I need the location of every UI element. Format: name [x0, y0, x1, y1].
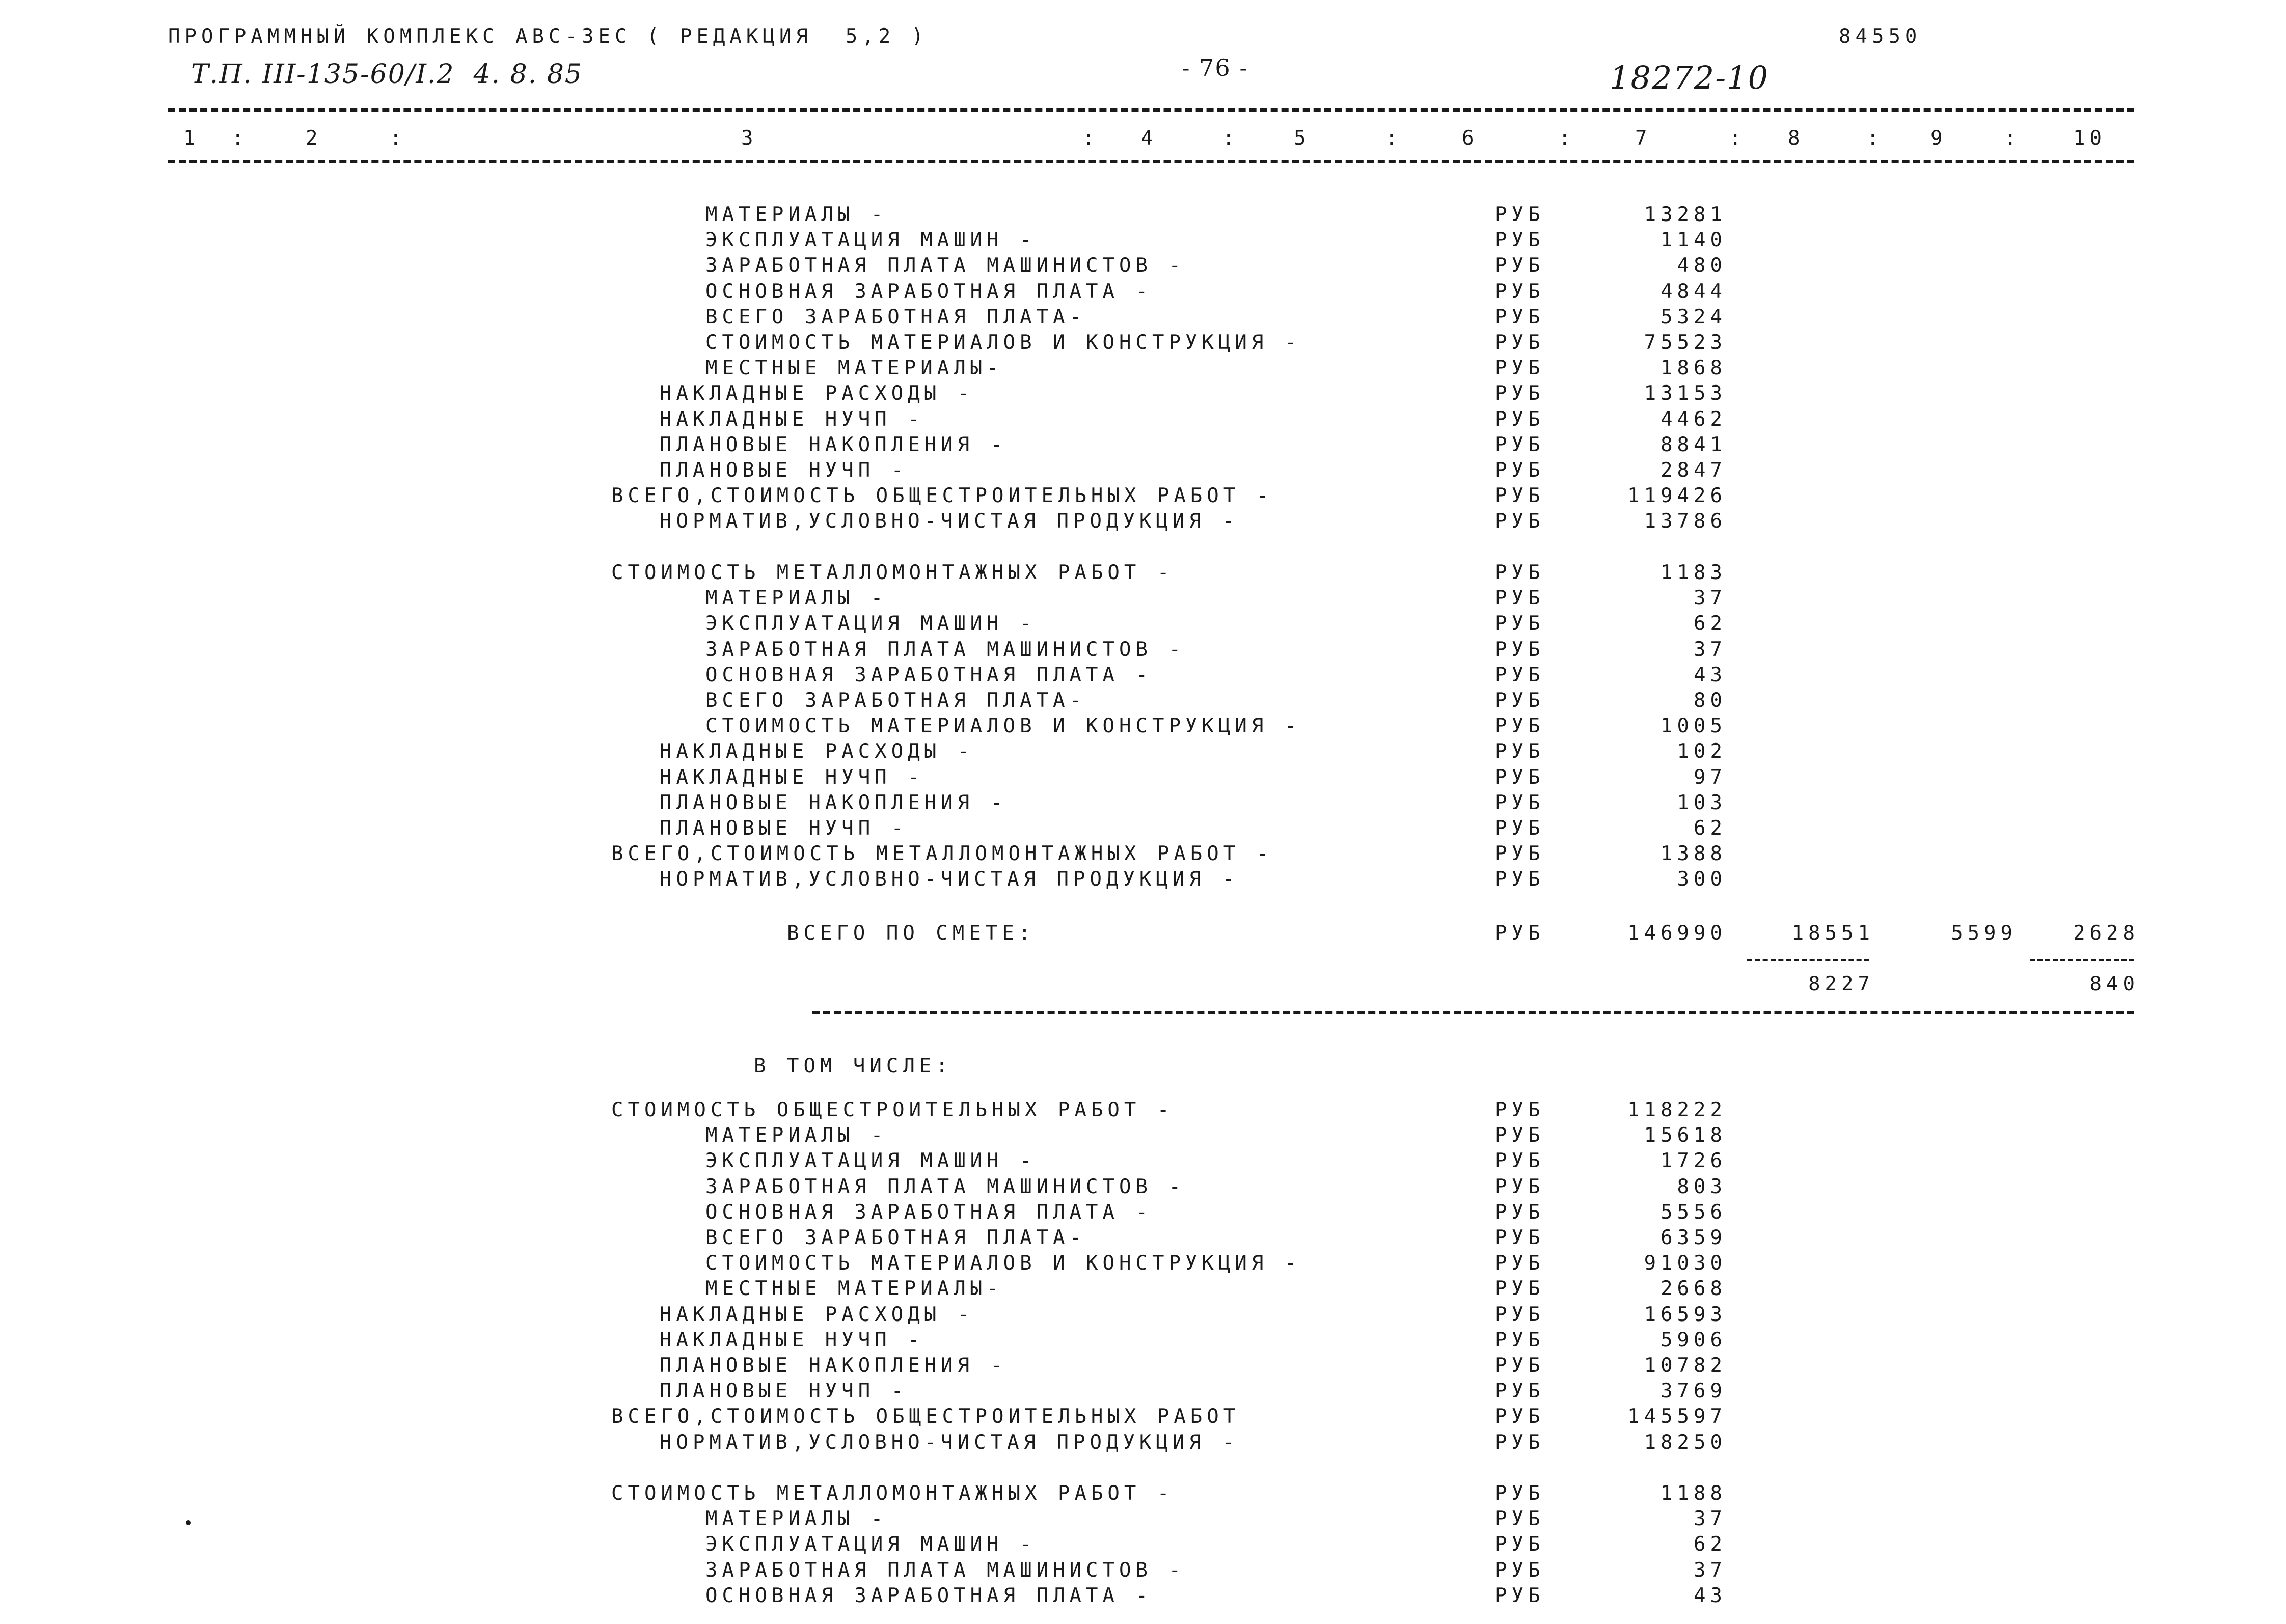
- row-unit: РУБ: [1495, 1303, 1545, 1326]
- row-value: 4462: [1661, 408, 1727, 431]
- row-label: ЗАРАБОТНАЯ ПЛАТА МАШИНИСТОВ -: [705, 1175, 1185, 1198]
- row-unit: РУБ: [1495, 1226, 1545, 1249]
- row-value: 13786: [1644, 510, 1727, 533]
- row-label: ЗАРАБОТНАЯ ПЛАТА МАШИНИСТОВ -: [705, 254, 1185, 277]
- row-label: ЭКСПЛУАТАЦИЯ МАШИН -: [705, 1149, 1037, 1172]
- row-unit: РУБ: [1495, 1175, 1545, 1198]
- row-label: СТОИМОСТЬ ОБЩЕСТРОИТЕЛЬНЫХ РАБОТ -: [611, 1098, 1174, 1121]
- row-label: СТОИМОСТЬ МАТЕРИАЛОВ И КОНСТРУКЦИЯ -: [705, 714, 1301, 737]
- column-separator: :: [1222, 127, 1239, 150]
- row-label: ЗАРАБОТНАЯ ПЛАТА МАШИНИСТОВ -: [705, 638, 1185, 661]
- row-unit: РУБ: [1495, 791, 1545, 814]
- grand-total-label: ВСЕГО ПО СМЕТЕ:: [787, 922, 1036, 945]
- row-value: 5906: [1661, 1329, 1727, 1352]
- column-separator: :: [1559, 127, 1575, 150]
- row-value: 480: [1677, 254, 1727, 277]
- row-unit: РУБ: [1495, 1482, 1545, 1505]
- program-title: ПРОГРАММНЫЙ КОМПЛЕКС АВС-3ЕС: [168, 25, 632, 48]
- row-value: 91030: [1644, 1252, 1727, 1275]
- row-unit: РУБ: [1495, 331, 1545, 354]
- row-unit: РУБ: [1495, 664, 1545, 686]
- row-unit: РУБ: [1495, 766, 1545, 789]
- header-top-rule: [168, 108, 2134, 112]
- row-value: 43: [1694, 664, 1727, 686]
- row-unit: РУБ: [1495, 433, 1545, 456]
- row-value: 80: [1694, 689, 1727, 712]
- row-label: ВСЕГО,СТОИМОСТЬ ОБЩЕСТРОИТЕЛЬНЫХ РАБОТ -: [611, 484, 1273, 507]
- grand-total-col9: 5599: [1951, 922, 2017, 945]
- row-unit: РУБ: [1495, 868, 1545, 891]
- row-unit: РУБ: [1495, 1252, 1545, 1275]
- column-number: 3: [741, 127, 758, 150]
- row-value: 1726: [1661, 1149, 1727, 1172]
- row-unit: РУБ: [1495, 356, 1545, 379]
- row-value: 300: [1677, 868, 1727, 891]
- column-separator: :: [1867, 127, 1884, 150]
- grand-total-unit: РУБ: [1495, 922, 1545, 945]
- row-label: НОРМАТИВ,УСЛОВНО-ЧИСТАЯ ПРОДУКЦИЯ -: [660, 510, 1239, 533]
- row-value: 103: [1677, 791, 1727, 814]
- row-unit: РУБ: [1495, 561, 1545, 584]
- row-unit: РУБ: [1495, 1098, 1545, 1121]
- row-unit: РУБ: [1495, 1149, 1545, 1172]
- row-value: 16593: [1644, 1303, 1727, 1326]
- row-value: 18250: [1644, 1431, 1727, 1454]
- row-label: ЭКСПЛУАТАЦИЯ МАШИН -: [705, 1533, 1037, 1556]
- row-label: ПЛАНОВЫЕ НАКОПЛЕНИЯ -: [660, 1354, 1008, 1377]
- column-separator: :: [2004, 127, 2021, 150]
- row-value: 145597: [1627, 1405, 1727, 1428]
- row-unit: РУБ: [1495, 612, 1545, 635]
- row-label: НАКЛАДНЫЕ РАСХОДЫ -: [660, 382, 974, 405]
- row-label: НОРМАТИВ,УСЛОВНО-ЧИСТАЯ ПРОДУКЦИЯ -: [660, 1431, 1239, 1454]
- row-value: 62: [1694, 612, 1727, 635]
- row-unit: РУБ: [1495, 587, 1545, 610]
- column-separator: :: [390, 127, 406, 150]
- row-label: ПЛАНОВЫЕ НУЧП -: [660, 817, 908, 840]
- row-unit: РУБ: [1495, 229, 1545, 252]
- row-value: 1005: [1661, 714, 1727, 737]
- row-unit: РУБ: [1495, 689, 1545, 712]
- row-label: ВСЕГО ЗАРАБОТНАЯ ПЛАТА-: [705, 1226, 1086, 1249]
- row-label: СТОИМОСТЬ МЕТАЛЛОМОНТАЖНЫХ РАБОТ -: [611, 561, 1174, 584]
- subtotal-rule-col10: [2030, 959, 2134, 961]
- row-unit: РУБ: [1495, 484, 1545, 507]
- row-value: 2847: [1661, 459, 1727, 482]
- column-separator: :: [1729, 127, 1746, 150]
- page-number: - 76 -: [1182, 54, 1248, 81]
- row-label: ПЛАНОВЫЕ НУЧП -: [660, 1380, 908, 1402]
- subtotal-rule-col8: [1747, 959, 1869, 961]
- handwritten-code: 18272-10: [1610, 59, 1770, 96]
- row-unit: РУБ: [1495, 1329, 1545, 1352]
- row-label: МАТЕРИАЛЫ -: [705, 1124, 888, 1147]
- handwritten-reference: Т.П. III-135-60/I.2 4. 8. 85: [191, 59, 583, 90]
- row-value: 1183: [1661, 561, 1727, 584]
- row-value: 75523: [1644, 331, 1727, 354]
- row-value: 6359: [1661, 1226, 1727, 1249]
- row-unit: РУБ: [1495, 817, 1545, 840]
- grand-total-col8: 18551: [1791, 922, 1874, 945]
- row-value: 97: [1694, 766, 1727, 789]
- row-label: ЭКСПЛУАТАЦИЯ МАШИН -: [705, 229, 1037, 252]
- row-value: 1188: [1661, 1482, 1727, 1505]
- totals-bottom-rule: [812, 1011, 2134, 1014]
- row-label: НАКЛАДНЫЕ НУЧП -: [660, 1329, 924, 1352]
- row-value: 37: [1694, 638, 1727, 661]
- row-unit: РУБ: [1495, 714, 1545, 737]
- row-unit: РУБ: [1495, 382, 1545, 405]
- column-number: 2: [306, 127, 322, 150]
- row-unit: РУБ: [1495, 1124, 1545, 1147]
- subtotal-col8: 8227: [1808, 973, 1874, 996]
- column-separator: :: [1082, 127, 1099, 150]
- row-unit: РУБ: [1495, 254, 1545, 277]
- row-value: 102: [1677, 740, 1727, 763]
- row-value: 8841: [1661, 433, 1727, 456]
- column-number: 6: [1462, 127, 1479, 150]
- column-number: 1: [183, 127, 200, 150]
- row-value: 1140: [1661, 229, 1727, 252]
- row-label: НАКЛАДНЫЕ НУЧП -: [660, 408, 924, 431]
- row-label: СТОИМОСТЬ МАТЕРИАЛОВ И КОНСТРУКЦИЯ -: [705, 1252, 1301, 1275]
- row-value: 37: [1694, 587, 1727, 610]
- row-value: 2668: [1661, 1277, 1727, 1300]
- column-number: 7: [1635, 127, 1652, 150]
- row-unit: РУБ: [1495, 203, 1545, 226]
- row-value: 62: [1694, 817, 1727, 840]
- row-unit: РУБ: [1495, 1533, 1545, 1556]
- row-label: ОСНОВНАЯ ЗАРАБОТНАЯ ПЛАТА -: [705, 280, 1152, 303]
- row-value: 119426: [1627, 484, 1727, 507]
- row-label: МАТЕРИАЛЫ -: [705, 203, 888, 226]
- row-label: ЗАРАБОТНАЯ ПЛАТА МАШИНИСТОВ -: [705, 1559, 1185, 1582]
- row-unit: РУБ: [1495, 1405, 1545, 1428]
- subtotal-col10: 840: [2089, 973, 2139, 996]
- column-number: 5: [1294, 127, 1311, 150]
- row-label: ВСЕГО ЗАРАБОТНАЯ ПЛАТА-: [705, 306, 1086, 328]
- row-unit: РУБ: [1495, 1380, 1545, 1402]
- row-label: ПЛАНОВЫЕ НАКОПЛЕНИЯ -: [660, 433, 1008, 456]
- row-value: 5324: [1661, 306, 1727, 328]
- row-label: НАКЛАДНЫЕ РАСХОДЫ -: [660, 740, 974, 763]
- row-unit: РУБ: [1495, 1277, 1545, 1300]
- row-value: 3769: [1661, 1380, 1727, 1402]
- row-value: 803: [1677, 1175, 1727, 1198]
- row-label: ОСНОВНАЯ ЗАРАБОТНАЯ ПЛАТА -: [705, 1584, 1152, 1607]
- row-label: ВСЕГО ЗАРАБОТНАЯ ПЛАТА-: [705, 689, 1086, 712]
- row-unit: РУБ: [1495, 1354, 1545, 1377]
- column-separator: :: [1385, 127, 1402, 150]
- column-number: 9: [1930, 127, 1947, 150]
- doc-number: 84550: [1839, 25, 1922, 48]
- row-value: 15618: [1644, 1124, 1727, 1147]
- row-value: 37: [1694, 1559, 1727, 1582]
- row-unit: РУБ: [1495, 638, 1545, 661]
- row-unit: РУБ: [1495, 408, 1545, 431]
- row-label: НАКЛАДНЫЕ РАСХОДЫ -: [660, 1303, 974, 1326]
- header-bottom-rule: [168, 160, 2134, 163]
- row-unit: РУБ: [1495, 510, 1545, 533]
- row-label: СТОИМОСТЬ МАТЕРИАЛОВ И КОНСТРУКЦИЯ -: [705, 331, 1301, 354]
- row-label: МЕСТНЫЕ МАТЕРИАЛЫ-: [705, 1277, 1003, 1300]
- row-label: НАКЛАДНЫЕ НУЧП -: [660, 766, 924, 789]
- row-value: 13153: [1644, 382, 1727, 405]
- row-value: 62: [1694, 1533, 1727, 1556]
- row-unit: РУБ: [1495, 1201, 1545, 1224]
- row-value: 1868: [1661, 356, 1727, 379]
- row-unit: РУБ: [1495, 1507, 1545, 1530]
- column-number: 4: [1141, 127, 1158, 150]
- row-unit: РУБ: [1495, 306, 1545, 328]
- edition-label: ( РЕДАКЦИЯ 5,2 ): [647, 25, 929, 48]
- row-label: СТОИМОСТЬ МЕТАЛЛОМОНТАЖНЫХ РАБОТ -: [611, 1482, 1174, 1505]
- row-unit: РУБ: [1495, 280, 1545, 303]
- row-label: ОСНОВНАЯ ЗАРАБОТНАЯ ПЛАТА -: [705, 664, 1152, 686]
- row-value: 5556: [1661, 1201, 1727, 1224]
- row-unit: РУБ: [1495, 459, 1545, 482]
- row-unit: РУБ: [1495, 740, 1545, 763]
- row-value: 1388: [1661, 842, 1727, 865]
- row-label: МАТЕРИАЛЫ -: [705, 1507, 888, 1530]
- row-label: ВСЕГО,СТОИМОСТЬ ОБЩЕСТРОИТЕЛЬНЫХ РАБОТ: [611, 1405, 1240, 1428]
- row-value: 4844: [1661, 280, 1727, 303]
- row-value: 37: [1694, 1507, 1727, 1530]
- row-value: 43: [1694, 1584, 1727, 1607]
- scan-speck: [186, 1520, 191, 1525]
- row-unit: РУБ: [1495, 1559, 1545, 1582]
- column-number: 8: [1788, 127, 1805, 150]
- row-label: ЭКСПЛУАТАЦИЯ МАШИН -: [705, 612, 1037, 635]
- column-separator: :: [232, 127, 249, 150]
- row-label: ВСЕГО,СТОИМОСТЬ МЕТАЛЛОМОНТАЖНЫХ РАБОТ -: [611, 842, 1273, 865]
- row-unit: РУБ: [1495, 842, 1545, 865]
- grand-total-col7: 146990: [1627, 922, 1727, 945]
- row-label: МЕСТНЫЕ МАТЕРИАЛЫ-: [705, 356, 1003, 379]
- row-label: МАТЕРИАЛЫ -: [705, 587, 888, 610]
- row-label: ОСНОВНАЯ ЗАРАБОТНАЯ ПЛАТА -: [705, 1201, 1152, 1224]
- row-label: ПЛАНОВЫЕ НАКОПЛЕНИЯ -: [660, 791, 1008, 814]
- row-value: 10782: [1644, 1354, 1727, 1377]
- row-unit: РУБ: [1495, 1584, 1545, 1607]
- including-label: В ТОМ ЧИСЛЕ:: [754, 1055, 953, 1078]
- row-label: НОРМАТИВ,УСЛОВНО-ЧИСТАЯ ПРОДУКЦИЯ -: [660, 868, 1239, 891]
- row-value: 13281: [1644, 203, 1727, 226]
- column-number: 10: [2073, 127, 2106, 150]
- grand-total-col10: 2628: [2073, 922, 2139, 945]
- row-unit: РУБ: [1495, 1431, 1545, 1454]
- row-value: 118222: [1627, 1098, 1727, 1121]
- row-label: ПЛАНОВЫЕ НУЧП -: [660, 459, 908, 482]
